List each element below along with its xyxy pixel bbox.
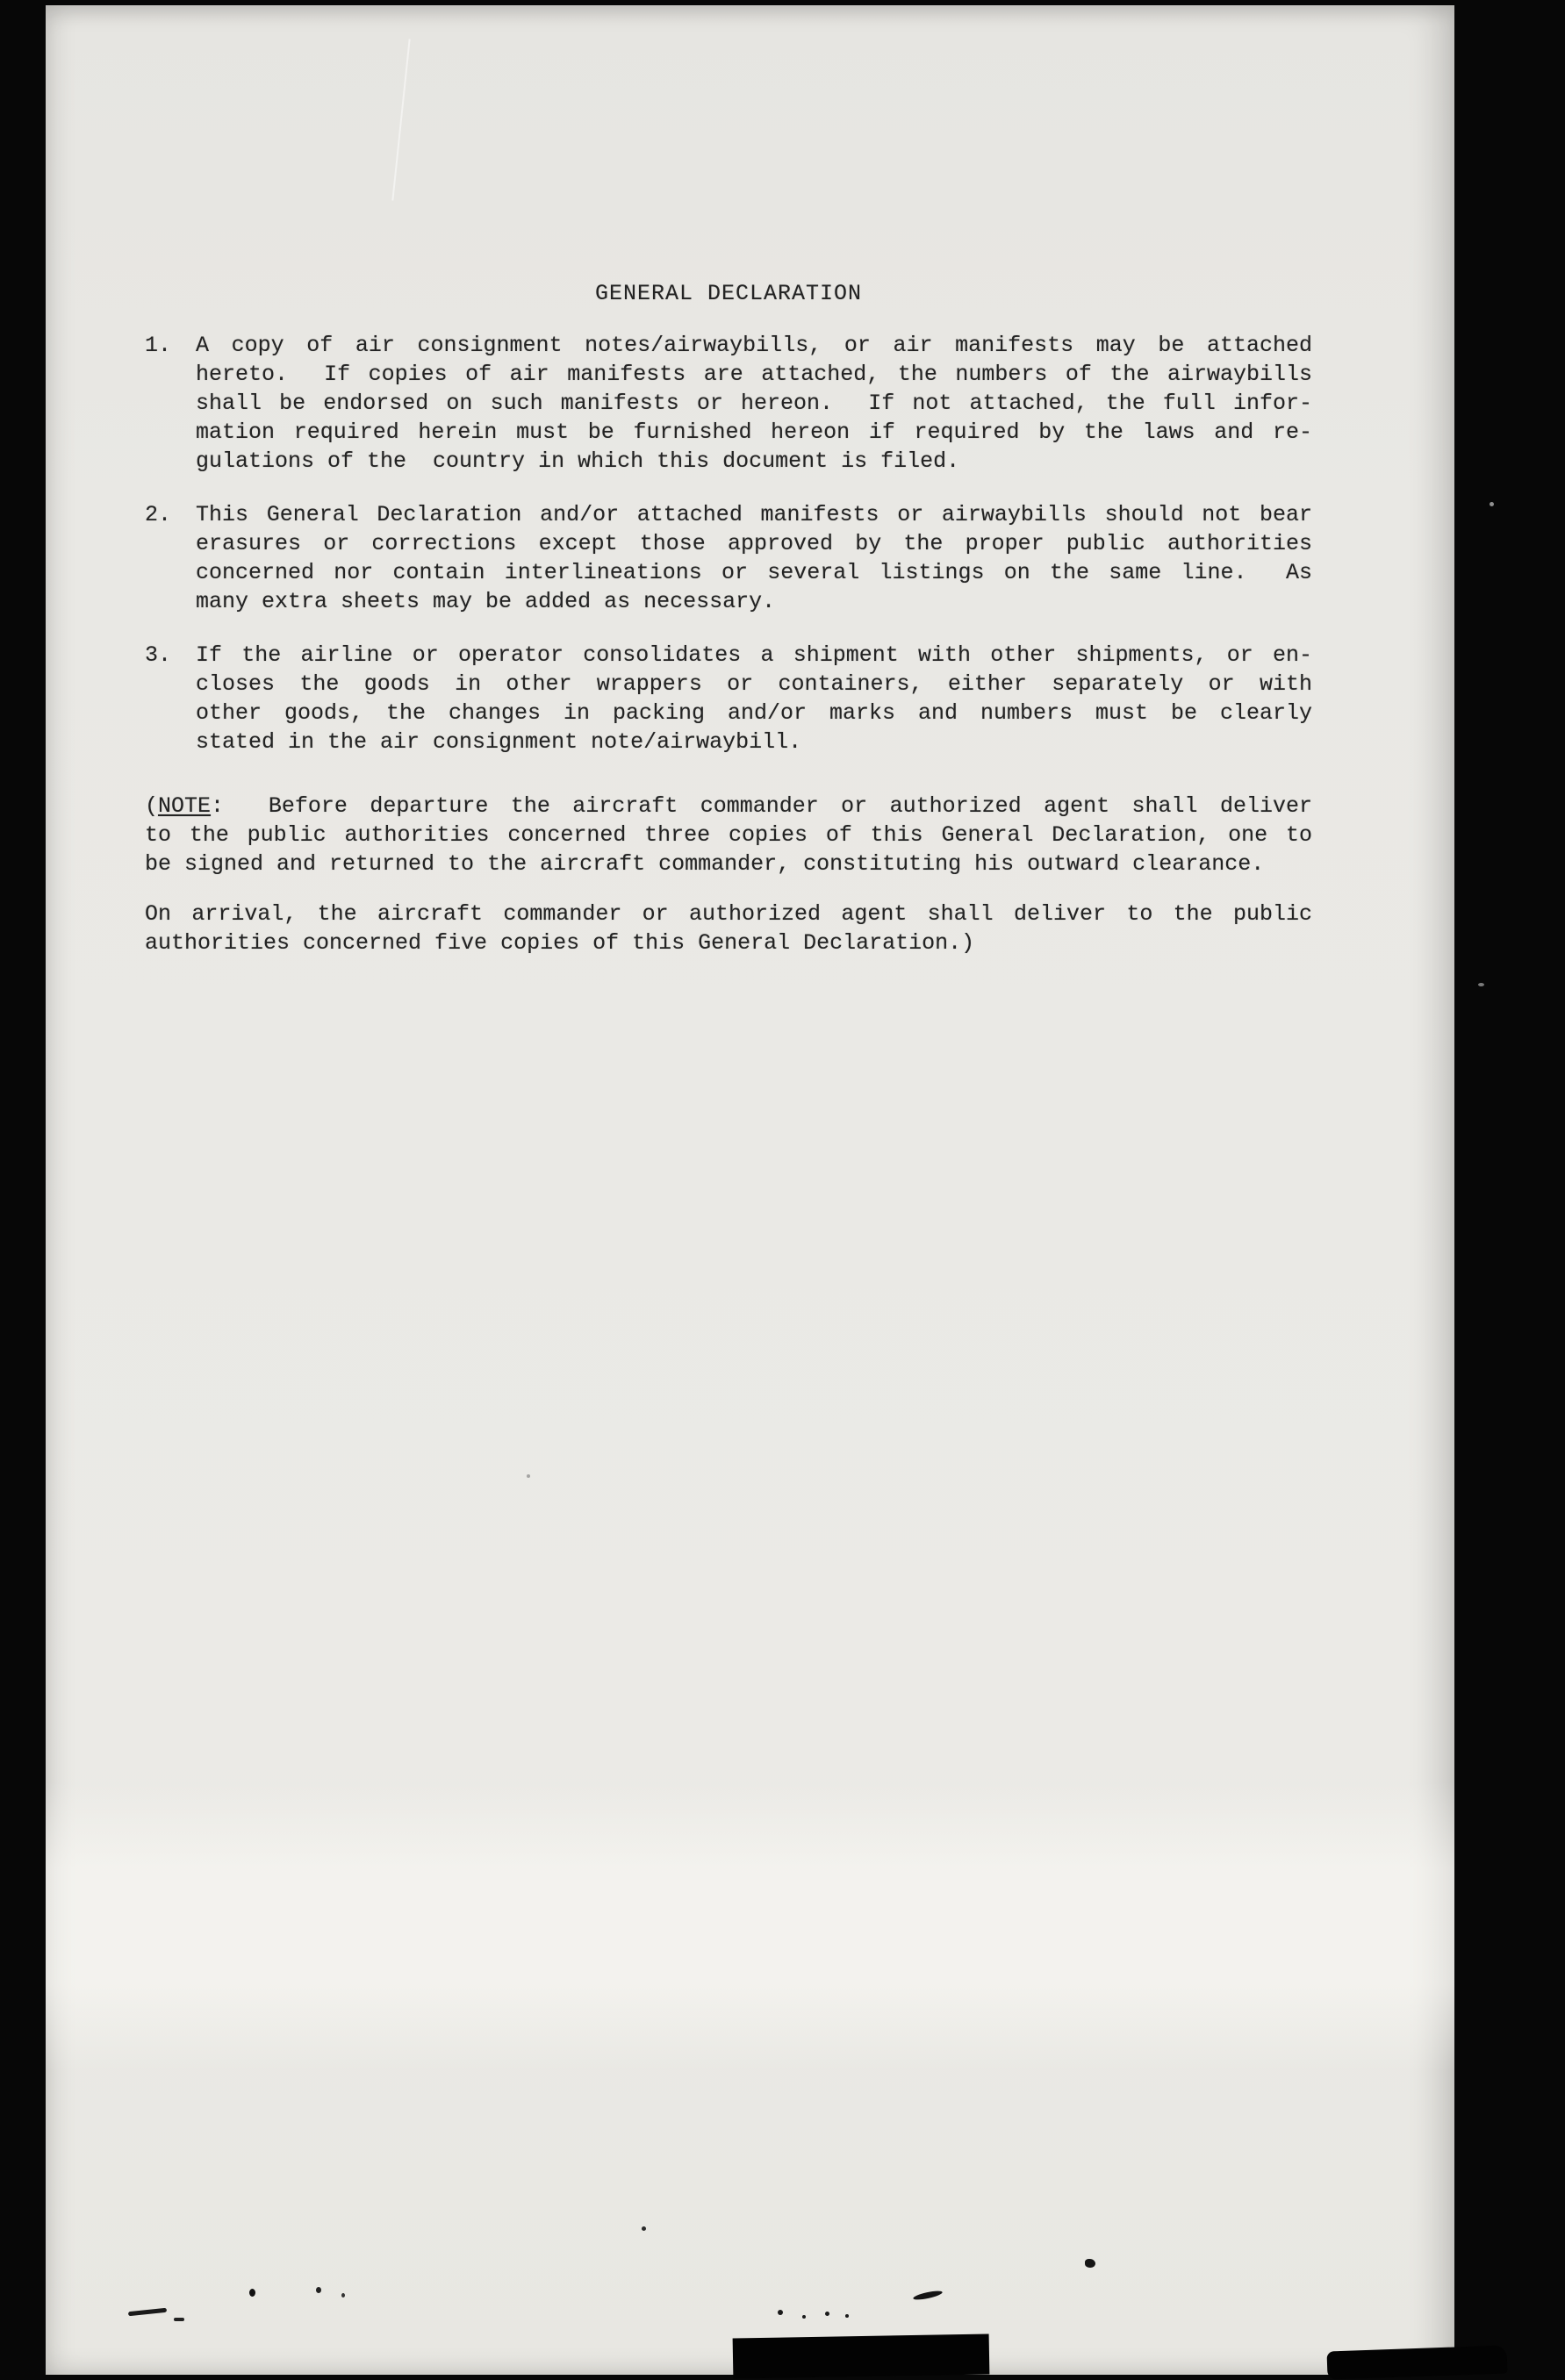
arrival-paragraph — [145, 900, 1312, 957]
item-text-3 — [196, 641, 1312, 756]
text-line — [145, 792, 1312, 821]
text-line: A copy of air consignment notes/airwaybills, or air manifests may be attached — [196, 333, 1312, 358]
text-line: erasures or corrections except those approved by the proper public authorities — [196, 531, 1312, 556]
text-line: shall be endorsed on such manifests or hereon. If not attached, the full infor- — [196, 391, 1312, 416]
document-content — [145, 279, 1312, 957]
item-number-2: 2. — [145, 502, 172, 527]
text-line: authorities concerned five copies of this General Declaration.) — [145, 930, 975, 956]
item-number-3: 3. — [145, 642, 172, 668]
text-line: If the airline or operator consolidates a shipment with other shipments, or en- — [196, 642, 1312, 668]
text-line: to the public authorities concerned three copies of this General Declaration, one to — [145, 822, 1312, 848]
text-line: concerned nor contain interlineations or several listings on the same line. As — [196, 560, 1312, 585]
note-open-paren: ( — [145, 793, 159, 819]
text-line: closes the goods in other wrappers or containers, either separately or with — [196, 671, 1312, 697]
scan-artifact-white-speck — [1490, 502, 1494, 506]
text-line: mation required herein must be furnished hereon if required by the laws and re- — [196, 419, 1312, 445]
text-line: This General Declaration and/or attached manifests or airwaybills should not bear — [196, 502, 1312, 527]
text-line: hereto. If copies of air manifests are attached, the numbers of the airwaybills — [196, 362, 1312, 387]
item-number-1: 1. — [145, 333, 172, 358]
scan-artifact-white-speck — [1478, 983, 1484, 986]
numbered-paragraph-3 — [145, 641, 1312, 756]
item-text-2 — [196, 500, 1312, 616]
numbered-paragraph-1 — [145, 331, 1312, 476]
text-line: stated in the air consignment note/airwaybill. — [196, 729, 802, 755]
page-title: GENERAL DECLARATION — [594, 281, 863, 306]
item-text-1 — [196, 331, 1312, 476]
numbered-paragraph-2 — [145, 500, 1312, 616]
text-line: be signed and returned to the aircraft commander, constituting his outward clearance. — [145, 851, 1265, 877]
text-line: many extra sheets may be added as necessary. — [196, 589, 776, 614]
note-label: NOTE — [158, 793, 212, 819]
note-paragraph — [145, 792, 1312, 878]
text-line: On arrival, the aircraft commander or authorized agent shall deliver to the public — [145, 901, 1312, 927]
text-line: gulations of the country in which this document is filed. — [196, 448, 960, 474]
text-line: other goods, the changes in packing and/or marks and numbers must be clearly — [196, 700, 1312, 726]
note-first-line-rest: : Before departure the aircraft commander or authorized agent shall deliver — [211, 793, 1312, 819]
